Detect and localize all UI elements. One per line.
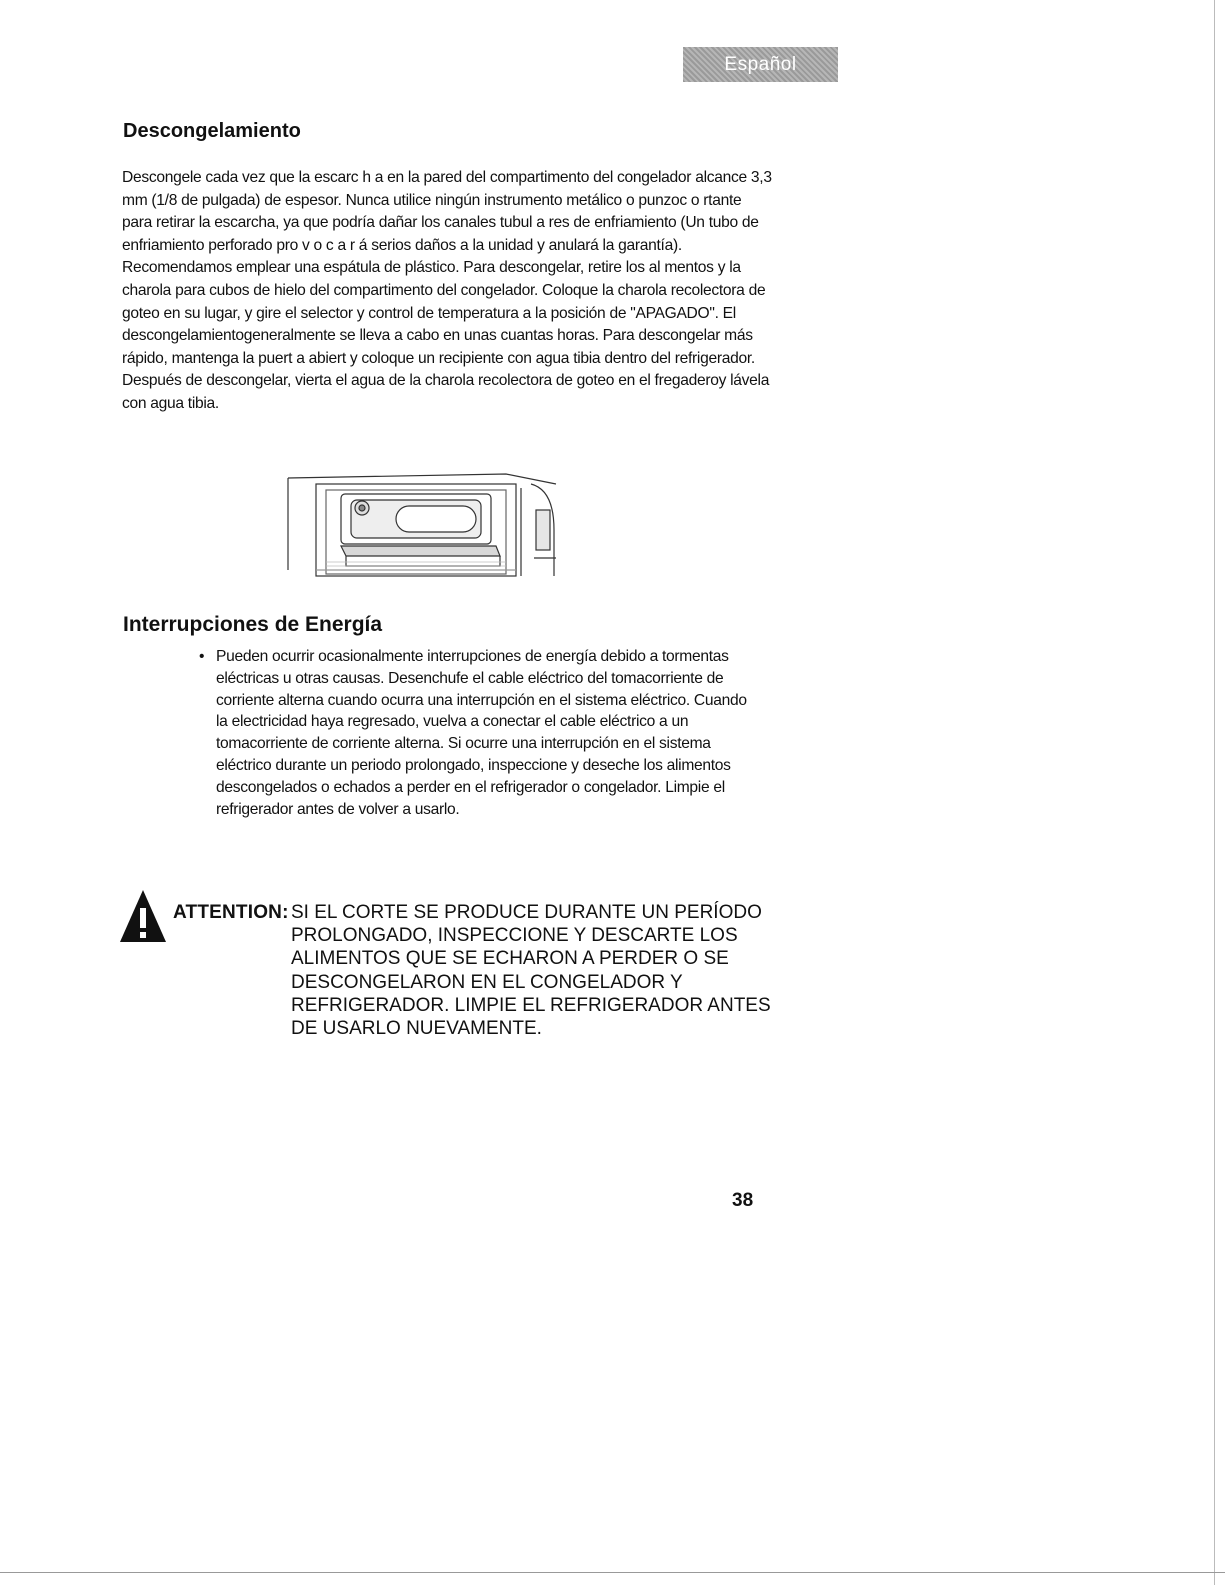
page-number: 38 xyxy=(732,1190,754,1211)
attention-label: ATTENTION: xyxy=(173,902,289,923)
power-outage-heading: Interrupciones de Energía xyxy=(123,613,383,636)
bullet-dot: • xyxy=(199,648,205,665)
defrost-paragraph: Descongele cada vez que la escarc h a en la pared del compartimento del congelador alcance 3,3 mm (1/8 de pulgada) de espesor. Nunca utilice ningún instrumento metálico o punzoc o rtante para retirar la escarcha, ya que podría dañar los canales tubul a res de enfriamiento (Un tubo de enfriamiento perforado pro v o c a r á serios daños a la unidad y anulará la garantía). Recomendamos emplear una espátula de plástico. Para descongelar, retire los al mentos y la charola para cubos de hielo del compartimento del congelador. Coloque la charola recolectora de goteo en su lugar, y gire el selector y control de temperatura a la posición de "APAGADO". El descongelamientogeneralmente se lleva a cabo en unas cuantas horas. Para descongelar más rápido, mantenga la puert a abiert y coloque un recipiente con agua tibia dentro del refrigerador. Después de descongelar, vierta el agua de la charola recolectora de goteo en el fregaderoy lávela con agua tibia. xyxy=(122,169,772,412)
warning-triangle-icon xyxy=(118,888,168,944)
language-tab: Español xyxy=(683,47,838,82)
scan-edge-line xyxy=(1214,0,1215,1585)
defrost-heading: Descongelamiento xyxy=(123,120,301,142)
power-outage-text: Pueden ocurrir ocasionalmente interrupciones de energía debido a tormentas eléctricas u otras causas. Desenchufe el cable eléctrico del tomacorriente de corriente alterna cuando ocurra una interrupción en el sistema eléctrico. Cuando la electricidad haya regresado, vuelva a conectar el cable eléctrico a un tomacorriente de corriente alterna. Si ocurre una interrupción en el sistema eléctrico durante un periodo prolongado, inspeccione y deseche los alimentos descongelados o echados a perder en el refrigerador o congelador. Limpie el refrigerador antes de volver a usarlo. xyxy=(216,648,747,818)
freezer-drip-tray-illustration xyxy=(286,470,558,578)
attention-text: SI EL CORTE SE PRODUCE DURANTE UN PERÍODO PROLONGADO, INSPECCIONE Y DESCARTE LOS ALIMENTOS QUE SE ECHARON A PERDER O SE DESCONGELARON EN EL CONGELADOR Y REFRIGERADOR. LIMPIE EL REFRIGERADOR ANTES DE USARLO NUEVAMENTE. xyxy=(291,902,771,1040)
scan-bottom-line xyxy=(0,1572,1225,1573)
power-outage-bullet xyxy=(199,646,759,820)
